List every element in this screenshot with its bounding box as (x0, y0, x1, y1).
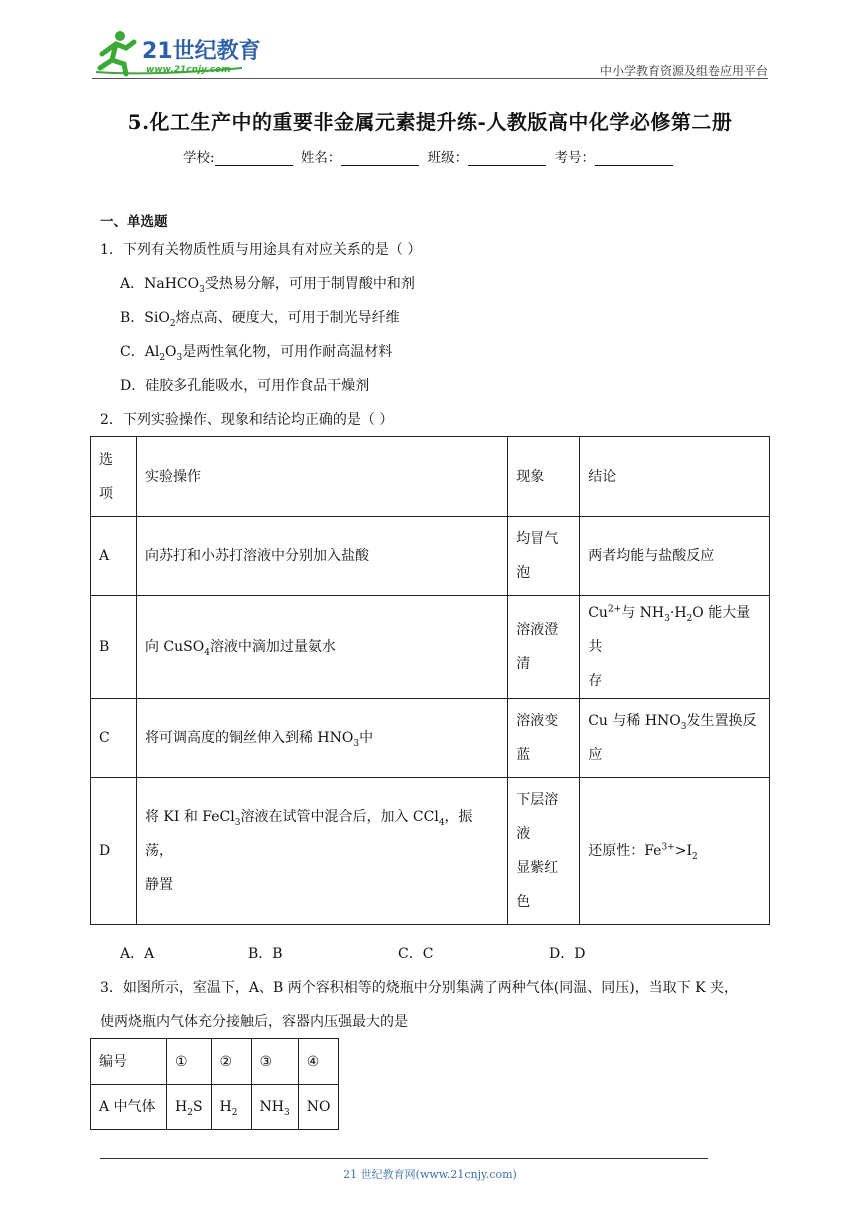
header-phenomenon: 现象 (508, 437, 580, 517)
section-heading: 一、单选题 (100, 214, 168, 230)
q2-answer-a[interactable]: A．A (120, 946, 155, 962)
cell-no-2: ② (211, 1039, 251, 1085)
row-a-operation: 向苏打和小苏打溶液中分别加入盐酸 (136, 517, 507, 596)
question-1-stem: 1．下列有关物质性质与用途具有对应关系的是（ ） (100, 242, 422, 258)
cell-no-3: ③ (251, 1039, 298, 1085)
q3-gas-table (90, 1038, 339, 1130)
name-blank[interactable] (341, 151, 419, 166)
site-name: 中小学教育资源及组卷应用平台 (599, 64, 768, 78)
exam-number-label: 考号： (554, 150, 595, 166)
cell-no-1: ① (167, 1039, 212, 1085)
class-label: 班级： (427, 150, 469, 166)
row-a-label: A (91, 517, 137, 596)
cell-number-label: 编号 (91, 1039, 167, 1085)
row-c-phenomenon: 溶液变 蓝 (508, 699, 580, 778)
question-3-stem-line2: 使两烧瓶内气体充分接触后，容器内压强最大的是 (100, 1014, 408, 1030)
runner-logo-icon (92, 28, 262, 78)
q1-option-b-rest: 熔点高、硬度大，可用于制光导纤维 (175, 310, 400, 326)
header-operation: 实验操作 (136, 437, 507, 517)
q2-answer-d[interactable]: D．D (549, 946, 586, 962)
q1-option-c-text: C．Al (120, 344, 160, 360)
row-b-conclusion: $Cu^{2+}$与 $NH_3\cdot H_2O$ 能大量共 存 (580, 596, 770, 699)
student-info-line (0, 146, 860, 166)
row-b-label: B (91, 596, 137, 699)
page-title: 5.化工生产中的重要非金属元素提升练-人教版高中化学必修第二册 (127, 110, 733, 134)
site-logo (92, 28, 262, 78)
svg-text:www.21cnjy.com: www.21cnjy.com (146, 65, 231, 75)
school-label: 学校: (183, 150, 215, 166)
row-c-conclusion: Cu 与稀 $HNO_3$发生置换反 应 (580, 699, 770, 778)
row-b-phenomenon: 溶液澄 清 (508, 596, 580, 699)
row-d-conclusion: 还原性：$Fe^{3+}>I_2$ (580, 778, 770, 925)
cell-h2s: $H_2S$ (167, 1085, 212, 1130)
exam-number-blank[interactable] (595, 151, 673, 166)
row-b-operation: 向 CuSO$_4$溶液中滴加过量氨水 (136, 596, 507, 699)
q1-option-d[interactable]: D．硅胶多孔能吸水，可用作食品干燥剂 (120, 378, 370, 394)
table-row (91, 1085, 339, 1130)
table-row (91, 1039, 339, 1085)
q1-option-c[interactable] (120, 342, 392, 362)
footer-divider (100, 1158, 708, 1159)
header-conclusion: 结论 (580, 437, 770, 517)
row-c-label: C (91, 699, 137, 778)
row-a-phenomenon: 均冒气 泡 (508, 517, 580, 596)
q2-experiment-table (90, 436, 770, 925)
q1-option-c-rest: 是两性氧化物，可用作耐高温材料 (182, 344, 393, 360)
class-blank[interactable] (468, 151, 546, 166)
cell-nh3: $NH_3$ (251, 1085, 298, 1130)
header-option: 选 项 (91, 437, 137, 517)
cell-h2: $H_2$ (211, 1085, 251, 1130)
row-d-phenomenon: 下层溶 液 显紫红 色 (508, 778, 580, 925)
q1-option-a-text: A．NaHCO (120, 276, 200, 292)
page-footer[interactable]: 21 世纪教育网(www.21cnjy.com) (343, 1168, 517, 1181)
school-blank[interactable] (215, 151, 293, 166)
question-2-stem: 2．下列实验操作、现象和结论均正确的是（ ） (100, 412, 394, 428)
header-divider (92, 78, 768, 79)
page-header (92, 28, 768, 80)
question-3-stem-line1: 3．如图所示，室温下，A、B 两个容积相等的烧瓶中分别集满了两种气体(同温、同压)，当取下 K 夹， (100, 980, 739, 996)
table-row (91, 699, 770, 778)
svg-text:21世纪教育: 21世纪教育 (142, 39, 261, 64)
table-row (91, 596, 770, 699)
name-label: 姓名： (300, 150, 342, 166)
q1-option-b[interactable] (120, 308, 400, 328)
q1-option-a-rest: 受热易分解，可用于制胃酸中和剂 (204, 276, 415, 292)
table-row (91, 778, 770, 925)
q2-answer-c[interactable]: C．C (398, 946, 434, 962)
q1-option-a-sub: 3 (199, 284, 205, 295)
q1-option-c-sub1: 2 (159, 352, 166, 363)
q1-option-a[interactable] (120, 274, 415, 294)
row-a-conclusion: 两者均能与盐酸反应 (580, 517, 770, 596)
cell-no: NO (298, 1085, 339, 1130)
q1-option-c-mid: O (165, 344, 177, 360)
q1-option-b-text: B．SiO (120, 310, 170, 326)
table-row (91, 517, 770, 596)
cell-a-gas-label: A 中气体 (91, 1085, 167, 1130)
row-d-operation: 将 KI 和 FeCl$_3$溶液在试管中混合后，加入 CCl$_4$，振荡， 静置 (136, 778, 507, 925)
q2-answer-b[interactable]: B．B (248, 946, 283, 962)
cell-no-4: ④ (298, 1039, 339, 1085)
table-header-row (91, 437, 770, 517)
q1-option-c-sub2: 3 (176, 352, 183, 363)
row-d-label: D (91, 778, 137, 925)
q1-option-b-sub: 2 (169, 318, 176, 329)
row-c-operation: 将可调高度的铜丝伸入到稀 $HNO_3$中 (136, 699, 507, 778)
